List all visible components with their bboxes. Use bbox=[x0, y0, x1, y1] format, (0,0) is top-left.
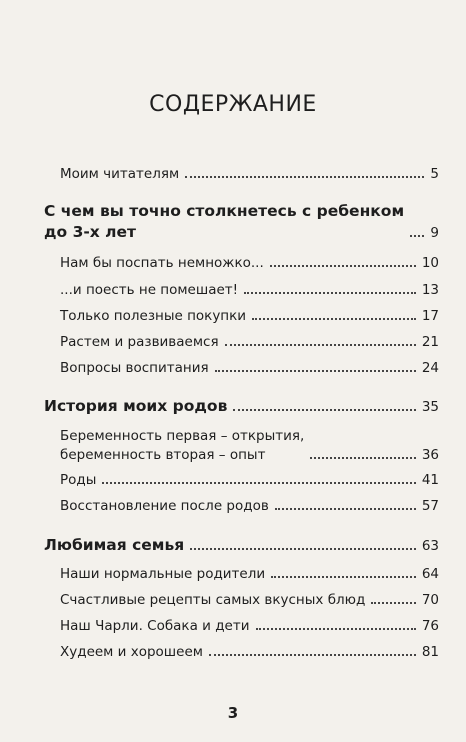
toc-entry-title: Любимая семья bbox=[44, 536, 185, 554]
toc-page-number: 10 bbox=[421, 255, 439, 271]
toc-entry[interactable] bbox=[60, 308, 439, 324]
toc-entry[interactable] bbox=[60, 255, 439, 271]
toc-title-line-2: беременность вторая – опыт bbox=[60, 447, 266, 463]
dot-leader bbox=[270, 265, 416, 267]
toc-title-line-2: до 3-х лет bbox=[44, 223, 137, 241]
toc-entry[interactable] bbox=[60, 360, 439, 376]
toc-entry-title: Роды bbox=[60, 472, 97, 488]
toc-page-number: 64 bbox=[421, 566, 439, 582]
dot-leader bbox=[252, 318, 416, 320]
dot-leader bbox=[410, 235, 424, 237]
toc-page-number: 9 bbox=[430, 225, 439, 241]
toc-chapter[interactable] bbox=[44, 536, 439, 554]
toc-entry[interactable] bbox=[60, 334, 439, 350]
page-number: 3 bbox=[227, 704, 239, 722]
toc-entry[interactable] bbox=[60, 618, 439, 634]
dot-leader bbox=[256, 628, 416, 630]
toc-entry-title: Вопросы воспитания bbox=[60, 360, 209, 376]
dot-leader bbox=[190, 548, 416, 550]
dot-leader bbox=[225, 344, 416, 346]
dot-leader bbox=[275, 508, 416, 510]
toc-entry[interactable] bbox=[60, 282, 439, 298]
dot-leader bbox=[371, 602, 415, 604]
toc-page-number: 21 bbox=[421, 334, 439, 350]
toc-entry[interactable] bbox=[60, 166, 439, 182]
toc-entry[interactable] bbox=[60, 566, 439, 582]
toc-entry-title: Восстановление после родов bbox=[60, 498, 269, 514]
toc-entry-title: Нам бы поспать немножко... bbox=[60, 255, 264, 271]
toc-page-number: 63 bbox=[421, 538, 439, 554]
toc-entry[interactable] bbox=[60, 592, 439, 608]
dot-leader bbox=[233, 409, 415, 411]
toc-entry-title: Только полезные покупки bbox=[60, 308, 247, 324]
toc-entry-title: Наши нормальные родители bbox=[60, 566, 266, 582]
toc-entry-title bbox=[60, 428, 304, 463]
toc-entry-title: ...и поесть не помешает! bbox=[60, 282, 239, 298]
toc-title-line-1: С чем вы точно столкнетесь с ребенком bbox=[44, 202, 405, 220]
toc-title-line-1: Беременность первая – открытия, bbox=[60, 428, 305, 444]
toc-entry-title bbox=[44, 202, 404, 241]
toc-entry-title: Растем и развиваемся bbox=[60, 334, 219, 350]
dot-leader bbox=[209, 654, 416, 656]
toc-entry-title: История моих родов bbox=[44, 397, 228, 415]
toc-entry-title: Худеем и хорошеем bbox=[60, 644, 203, 660]
toc-entry-title: Счастливые рецепты самых вкусных блюд bbox=[60, 592, 366, 608]
toc-page-number: 76 bbox=[421, 618, 439, 634]
toc-page-number: 24 bbox=[421, 360, 439, 376]
dot-leader bbox=[102, 482, 415, 484]
toc-entry[interactable] bbox=[60, 472, 439, 488]
toc-entry[interactable] bbox=[60, 644, 439, 660]
toc-page-number: 13 bbox=[421, 282, 439, 298]
toc-page-number: 41 bbox=[421, 472, 439, 488]
toc-page-number: 81 bbox=[421, 644, 439, 660]
dot-leader bbox=[185, 176, 424, 178]
toc-chapter[interactable] bbox=[44, 397, 439, 415]
toc-entry-title: Наш Чарли. Собака и дети bbox=[60, 618, 250, 634]
dot-leader bbox=[310, 457, 415, 459]
toc-page-number: 57 bbox=[421, 498, 439, 514]
toc-page-number: 35 bbox=[421, 399, 439, 415]
dot-leader bbox=[244, 292, 416, 294]
toc-page-number: 36 bbox=[421, 447, 439, 463]
toc-page-number: 5 bbox=[430, 166, 439, 182]
toc-entry[interactable] bbox=[60, 498, 439, 514]
toc-page-number: 70 bbox=[421, 592, 439, 608]
toc-chapter[interactable] bbox=[44, 202, 439, 241]
toc-entry[interactable] bbox=[60, 428, 439, 463]
page-title: СОДЕРЖАНИЕ bbox=[149, 92, 317, 117]
dot-leader bbox=[271, 576, 416, 578]
toc-entry-title: Моим читателям bbox=[60, 166, 180, 182]
dot-leader bbox=[215, 370, 416, 372]
toc-page-number: 17 bbox=[421, 308, 439, 324]
